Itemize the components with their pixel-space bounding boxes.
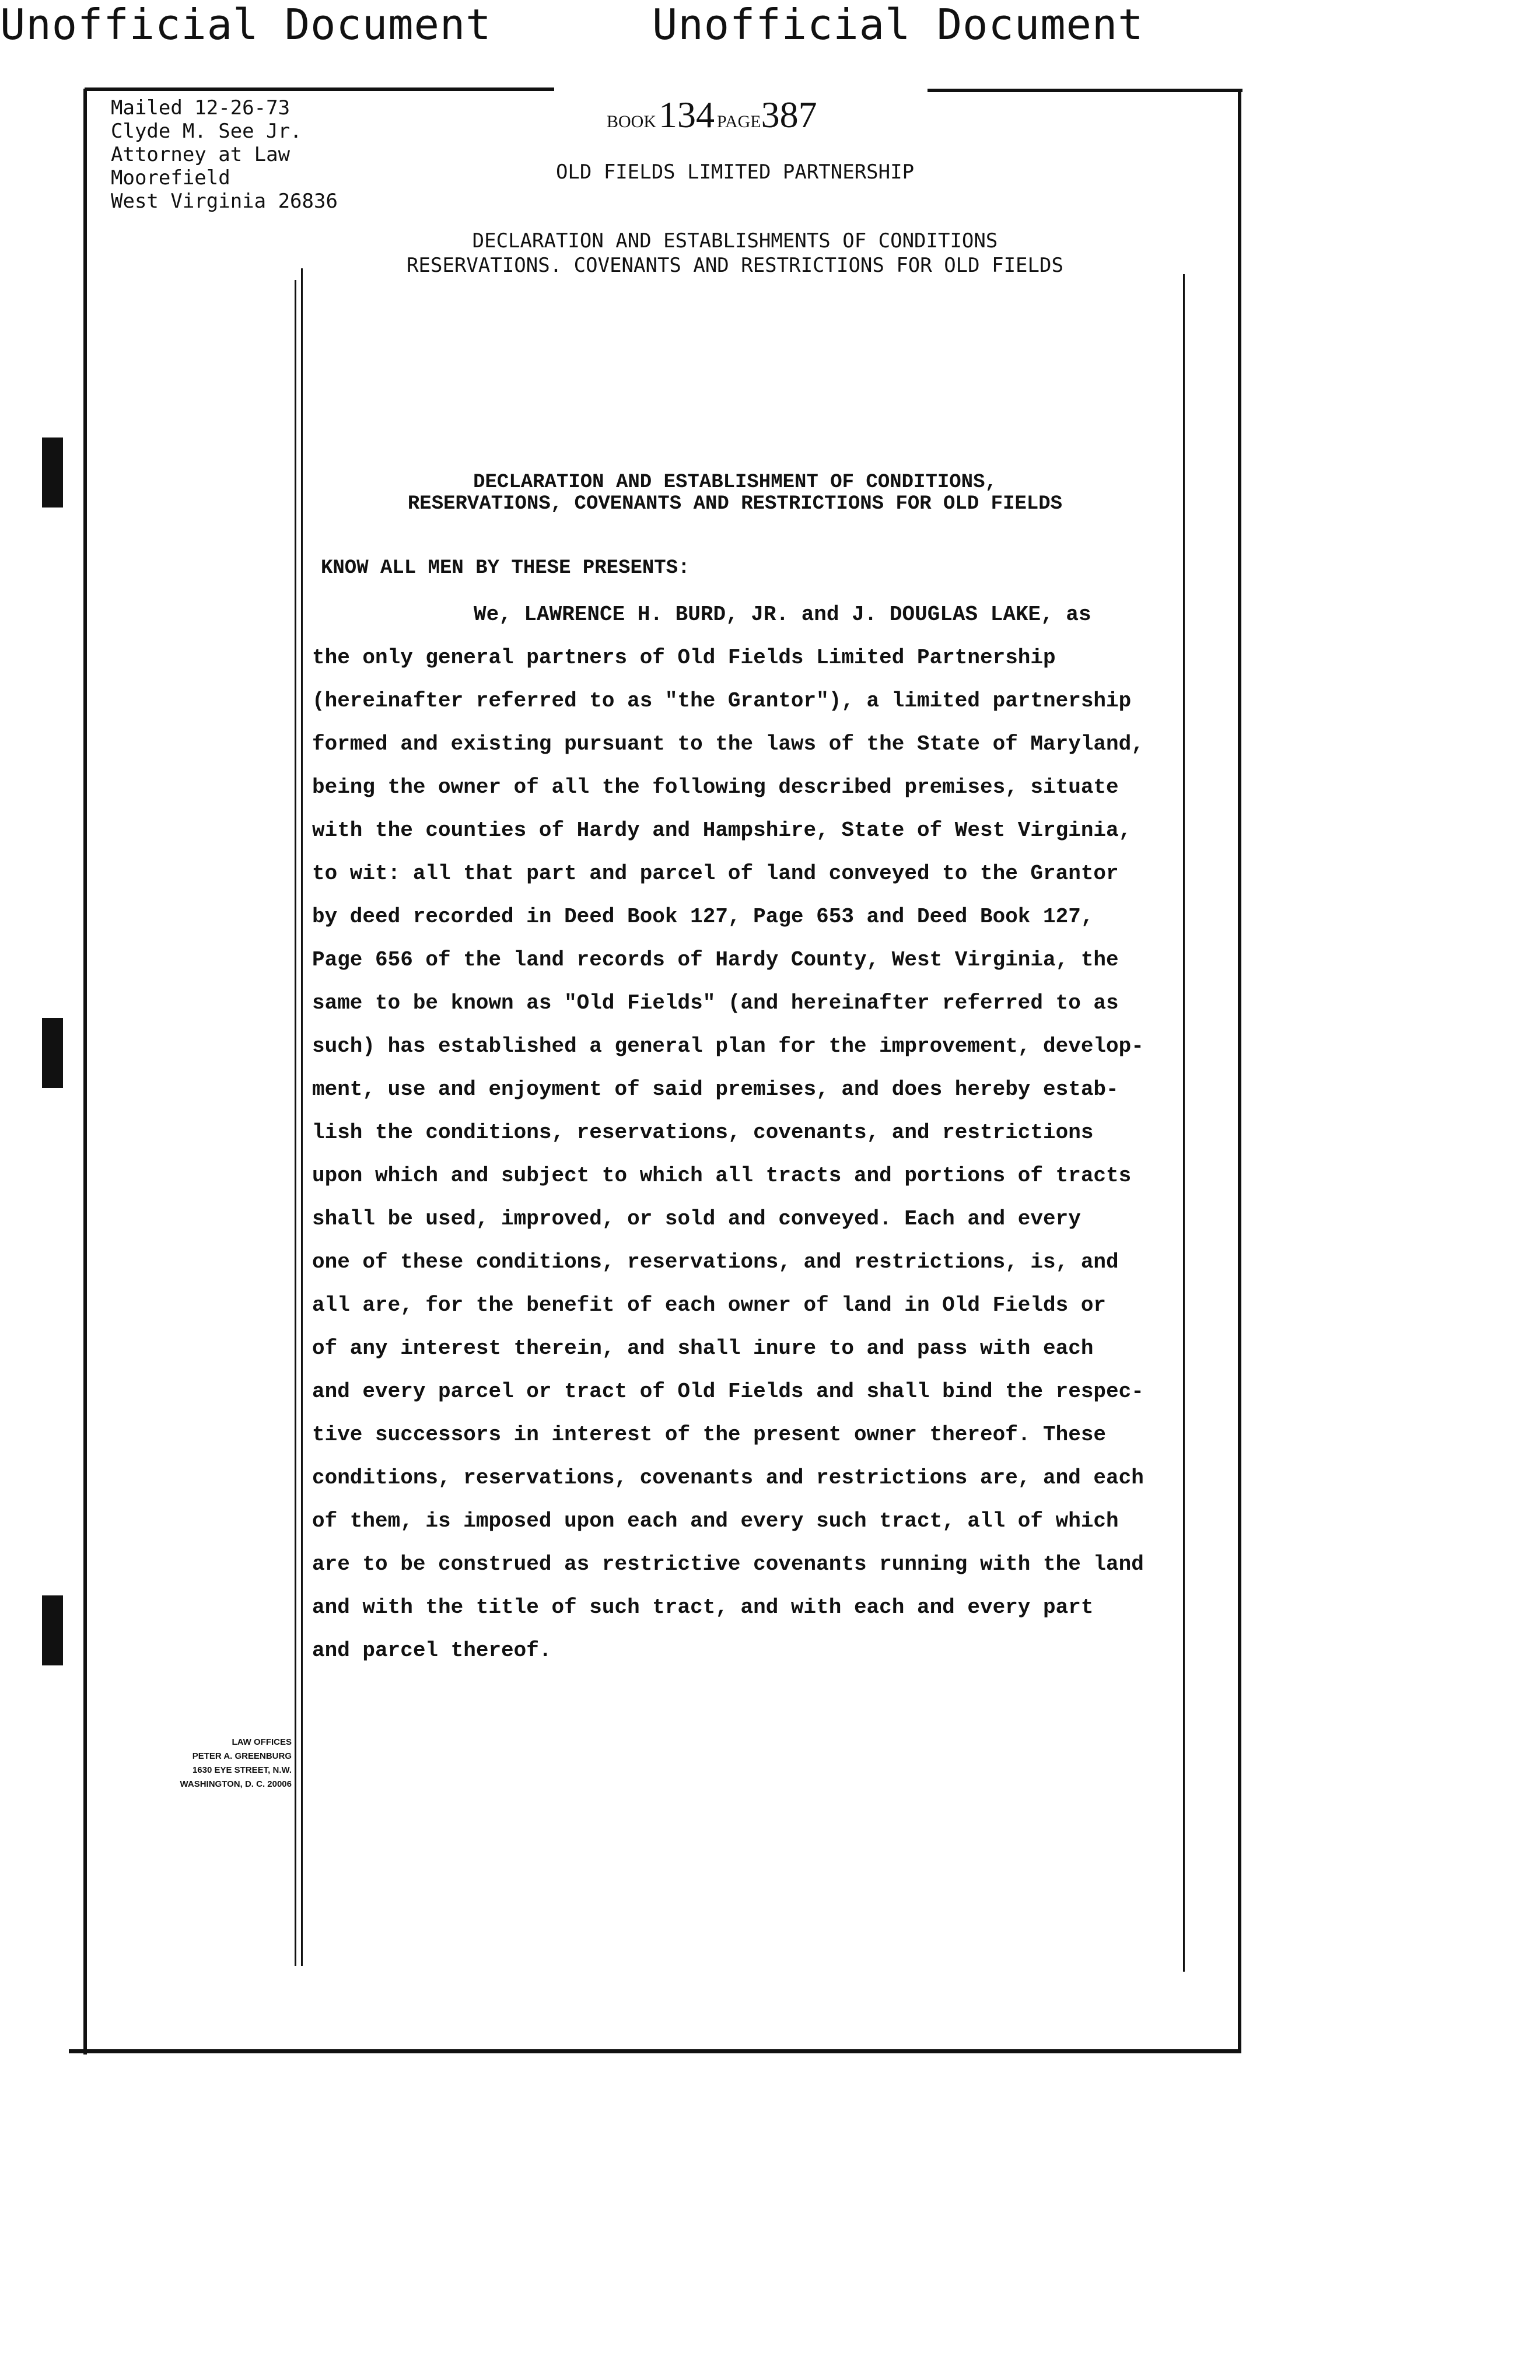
law-office-line: WASHINGTON, D. C. 20006 bbox=[180, 1779, 292, 1789]
header-subtitle-2: RESERVATIONS. COVENANTS AND RESTRICTIONS FOR OLD FIELDS bbox=[407, 254, 1063, 277]
watermark-right: Unofficial Document bbox=[652, 0, 1144, 49]
law-office-imprint bbox=[123, 1735, 292, 1791]
body-line: upon which and subject to which all tracts and portions of tracts bbox=[312, 1164, 1132, 1188]
body-line: of them, is imposed upon each and every such tract, all of which bbox=[312, 1509, 1119, 1533]
body-line: formed and existing pursuant to the laws of the State of Maryland, bbox=[312, 732, 1144, 756]
frame-top-left bbox=[85, 88, 554, 91]
body-line: Page 656 of the land records of Hardy County, West Virginia, the bbox=[312, 948, 1119, 972]
page-label: PAGE bbox=[717, 112, 761, 131]
binding-tab-3 bbox=[42, 1595, 63, 1665]
law-office-line: LAW OFFICES bbox=[232, 1737, 292, 1747]
body-line: and with the title of such tract, and with each and every part bbox=[312, 1595, 1094, 1619]
frame-bottom bbox=[69, 2049, 1241, 2053]
body-line: conditions, reservations, covenants and restrictions are, and each bbox=[312, 1466, 1144, 1490]
body-line: ment, use and enjoyment of said premises, and does hereby estab- bbox=[312, 1077, 1119, 1101]
book-label: BOOK bbox=[607, 112, 657, 131]
mailing-line: Moorefield bbox=[111, 166, 230, 190]
body-line: (hereinafter referred to as "the Grantor"), a limited partnership bbox=[312, 689, 1132, 713]
margin-rule-outer bbox=[295, 280, 296, 1966]
body-line: tive successors in interest of the present owner thereof. These bbox=[312, 1423, 1107, 1447]
binding-tab-2 bbox=[42, 1018, 63, 1088]
body-line: by deed recorded in Deed Book 127, Page 653 and Deed Book 127, bbox=[312, 905, 1094, 929]
body-line: We, LAWRENCE H. BURD, JR. and J. DOUGLAS LAKE, as bbox=[474, 603, 1091, 626]
book-number: 134 bbox=[659, 94, 715, 135]
partnership-name: OLD FIELDS LIMITED PARTNERSHIP bbox=[555, 160, 915, 184]
mailing-line: Mailed 12-26-73 bbox=[111, 96, 290, 120]
body-line: shall be used, improved, or sold and conveyed. Each and every bbox=[312, 1207, 1081, 1231]
mailing-line: Attorney at Law bbox=[111, 143, 290, 166]
page-number: 387 bbox=[761, 94, 817, 135]
book-page-stamp bbox=[607, 93, 817, 136]
watermark-left: Unofficial Document bbox=[0, 0, 492, 49]
body-line: same to be known as "Old Fields" (and hereinafter referred to as bbox=[312, 991, 1119, 1015]
body-line: lish the conditions, reservations, covenants, and restrictions bbox=[312, 1121, 1094, 1144]
margin-rule-inner bbox=[301, 268, 303, 1966]
mailing-line: West Virginia 26836 bbox=[111, 190, 338, 213]
header-subtitle-1: DECLARATION AND ESTABLISHMENTS OF CONDITIONS bbox=[472, 229, 998, 253]
frame-top-right bbox=[928, 89, 1242, 92]
intro-line: KNOW ALL MEN BY THESE PRESENTS: bbox=[321, 557, 690, 579]
body-line: all are, for the benefit of each owner of land in Old Fields or bbox=[312, 1293, 1107, 1317]
binding-tab-1 bbox=[42, 438, 63, 508]
body-line: and parcel thereof. bbox=[312, 1639, 552, 1662]
mailing-line: Clyde M. See Jr. bbox=[111, 120, 302, 143]
body-line: one of these conditions, reservations, and restrictions, is, and bbox=[312, 1250, 1119, 1274]
document-title-1: DECLARATION AND ESTABLISHMENT OF CONDITIONS, bbox=[473, 471, 997, 494]
body-line: being the owner of all the following described premises, situate bbox=[312, 775, 1119, 799]
body-line: are to be construed as restrictive covenants running with the land bbox=[312, 1552, 1144, 1576]
mailing-info bbox=[111, 96, 338, 213]
frame-right bbox=[1238, 90, 1241, 2053]
document-title-2: RESERVATIONS, COVENANTS AND RESTRICTIONS FOR OLD FIELDS bbox=[407, 493, 1063, 515]
margin-rule-right bbox=[1183, 274, 1185, 1972]
body-paragraph bbox=[312, 603, 1175, 1682]
frame-left bbox=[83, 89, 87, 2054]
body-line: with the counties of Hardy and Hampshire, State of West Virginia, bbox=[312, 818, 1132, 842]
body-line: the only general partners of Old Fields Limited Partnership bbox=[312, 646, 1056, 670]
body-line: of any interest therein, and shall inure to and pass with each bbox=[312, 1336, 1094, 1360]
law-office-line: PETER A. GREENBURG bbox=[192, 1751, 292, 1761]
body-line: such) has established a general plan for the improvement, develop- bbox=[312, 1034, 1144, 1058]
law-office-line: 1630 EYE STREET, N.W. bbox=[192, 1765, 292, 1775]
body-line: to wit: all that part and parcel of land conveyed to the Grantor bbox=[312, 862, 1119, 886]
body-line: and every parcel or tract of Old Fields and shall bind the respec- bbox=[312, 1380, 1144, 1404]
